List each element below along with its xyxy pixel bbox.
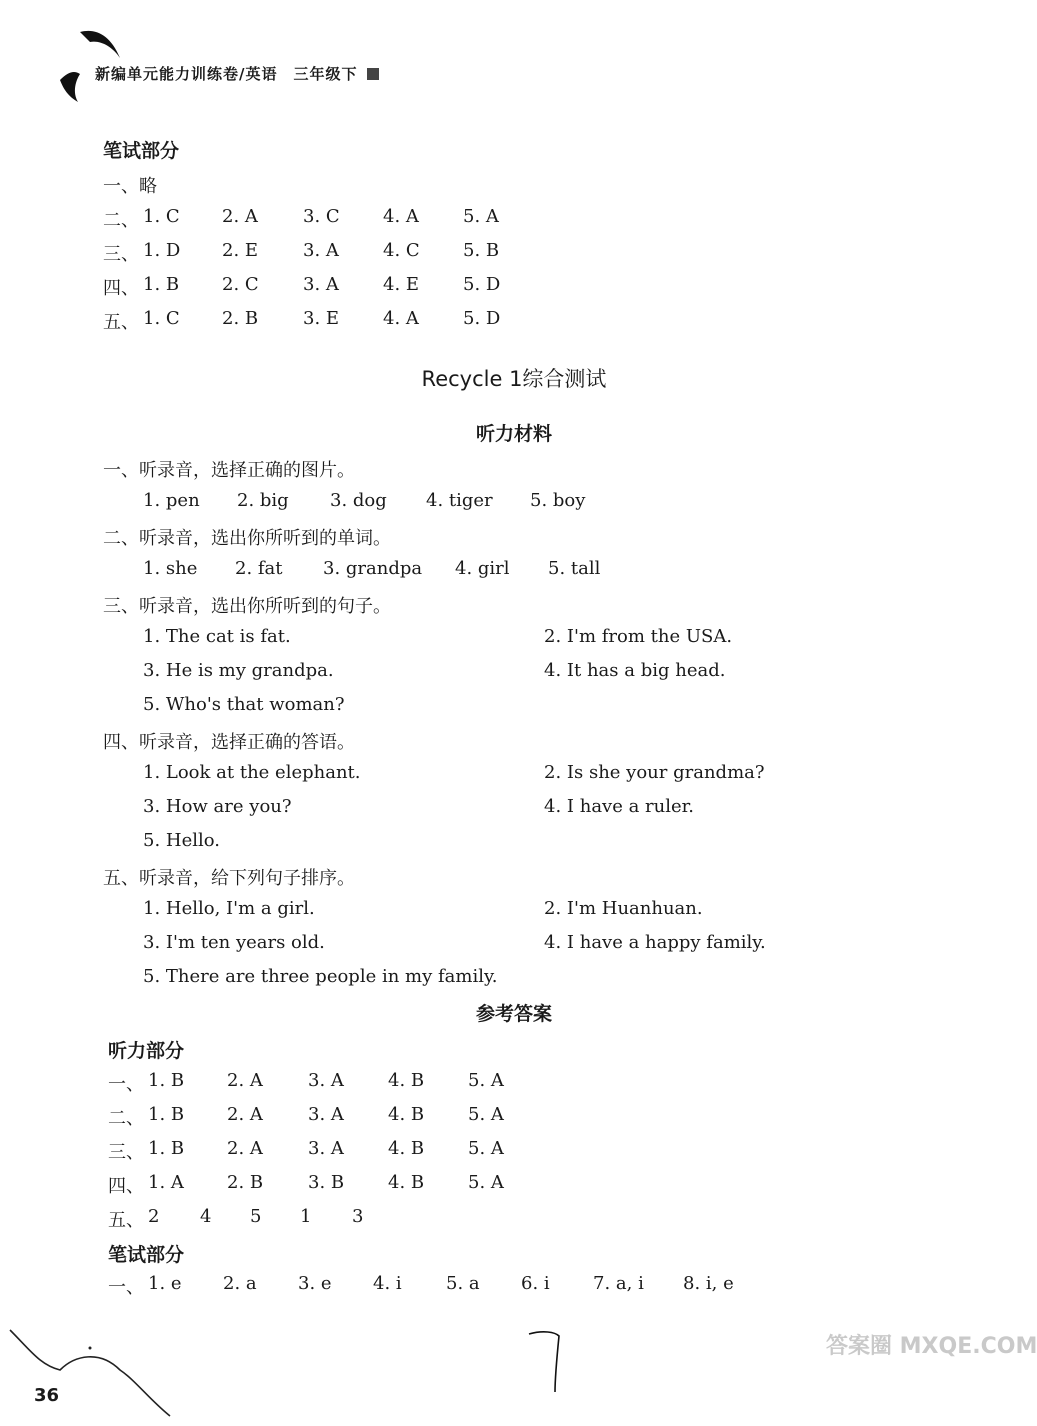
answer-item: 4. E <box>383 274 420 295</box>
answer-item: 4. B <box>388 1138 425 1159</box>
answer-item: 4. B <box>388 1070 425 1091</box>
corner-swirl-icon <box>0 1320 200 1426</box>
header-mark-icon <box>367 68 379 80</box>
answer-item: 3. e <box>298 1273 332 1294</box>
answer-item: 5. D <box>463 308 501 329</box>
answer-item: 5. D <box>463 274 501 295</box>
word-row <box>0 490 1000 514</box>
answer-item: 1. C <box>143 308 180 329</box>
word-row <box>0 558 1000 582</box>
row-label: 二、 <box>108 1108 144 1129</box>
word-item: 4. tiger <box>426 490 493 511</box>
answer-row <box>0 172 1000 196</box>
row-label: 五、 <box>103 312 139 333</box>
word-item: 5. tall <box>548 558 601 579</box>
answer-item: 2. B <box>222 308 259 329</box>
word-item: 1. she <box>143 558 198 579</box>
answer-item: 4. A <box>383 308 419 329</box>
answer-row <box>0 274 1000 298</box>
answer-item: 6. i <box>521 1273 550 1294</box>
answer-item: 5. A <box>463 206 499 227</box>
listening-part-heading: 听力部分 <box>108 1040 185 1062</box>
sentence-item: 4. I have a ruler. <box>544 796 695 817</box>
answer-item: 5. a <box>446 1273 480 1294</box>
answer-item: 1 <box>300 1206 312 1227</box>
sentence-item: 3. How are you? <box>143 796 292 817</box>
sentence-item: 2. Is she your grandma? <box>544 762 765 783</box>
header-title: 新编单元能力训练卷/英语 三年级下 <box>95 63 379 84</box>
answer-item: 3. A <box>303 240 339 261</box>
answer-item: 3. A <box>308 1104 344 1125</box>
word-item: 3. grandpa <box>323 558 423 579</box>
answer-item: 1. e <box>148 1273 182 1294</box>
section-heading: 一、听录音，选择正确的图片。 <box>103 460 355 481</box>
row-label: 一、 <box>108 1277 144 1298</box>
sentence-item: 4. I have a happy family. <box>544 932 766 953</box>
section-heading: 三、听录音，选出你所听到的句子。 <box>103 596 391 617</box>
answer-item: 2. B <box>227 1172 264 1193</box>
answer-item: 8. i, e <box>683 1273 734 1294</box>
row-label: 四、 <box>108 1176 144 1197</box>
answers-title: 参考答案 <box>475 1003 552 1025</box>
answer-item: 3. C <box>303 206 340 227</box>
answer-item: 1. A <box>148 1172 184 1193</box>
word-item: 1. pen <box>143 490 200 511</box>
answer-item: 5. A <box>468 1138 504 1159</box>
answer-row <box>0 1273 1000 1297</box>
answer-item: 5. A <box>468 1104 504 1125</box>
sentence-item: 1. The cat is fat. <box>143 626 291 647</box>
answer-item: 2. A <box>227 1138 263 1159</box>
recycle-title: Recycle 1综合测试 <box>421 367 607 391</box>
answer-row <box>0 206 1000 230</box>
answer-row <box>0 1172 1000 1196</box>
answer-item: 2 <box>148 1206 160 1227</box>
sentence-item: 5. Who's that woman? <box>143 694 345 715</box>
section-heading: 四、听录音，选择正确的答语。 <box>103 732 355 753</box>
sentence-item: 1. Look at the elephant. <box>143 762 361 783</box>
answer-item: 5 <box>250 1206 262 1227</box>
answer-item: 5. B <box>463 240 500 261</box>
answer-item: 1. D <box>143 240 181 261</box>
answer-item: 4. A <box>383 206 419 227</box>
word-item: 3. dog <box>330 490 387 511</box>
answer-row <box>0 1070 1000 1094</box>
sentence-item: 1. Hello, I'm a girl. <box>143 898 315 919</box>
sentence-item: 2. I'm Huanhuan. <box>544 898 703 919</box>
watermark: 答案圈 MXQE.COM <box>826 1334 1037 1359</box>
section-heading: 二、听录音，选出你所听到的单词。 <box>103 528 391 549</box>
answer-row <box>0 308 1000 332</box>
sentence-item: 2. I'm from the USA. <box>544 626 733 647</box>
written-part-heading: 笔试部分 <box>108 1244 185 1266</box>
answer-row <box>0 1138 1000 1162</box>
word-item: 2. big <box>237 490 289 511</box>
answer-row <box>0 240 1000 264</box>
answer-item: 5. A <box>468 1172 504 1193</box>
answer-item: 3. A <box>303 274 339 295</box>
row-label: 三、 <box>103 244 139 265</box>
sentence-item: 3. I'm ten years old. <box>143 932 325 953</box>
word-item: 5. boy <box>530 490 586 511</box>
sentence-item: 5. Hello. <box>143 830 221 851</box>
section-heading: 五、听录音，给下列句子排序。 <box>103 868 355 889</box>
answer-item: 3. A <box>308 1070 344 1091</box>
row-label: 一、 <box>108 1074 144 1095</box>
answer-item: 2. A <box>222 206 258 227</box>
sentence-item: 4. It has a big head. <box>544 660 726 681</box>
row-label: 五、 <box>108 1210 144 1231</box>
sentence-item: 5. There are three people in my family. <box>143 966 498 987</box>
written-top-heading: 笔试部分 <box>103 140 180 162</box>
answer-item: 2. C <box>222 274 259 295</box>
answer-item: 3. E <box>303 308 340 329</box>
pen-mark-icon <box>525 1328 565 1398</box>
answer-item: 4. B <box>388 1104 425 1125</box>
answer-item: 1. C <box>143 206 180 227</box>
sentence-item: 3. He is my grandpa. <box>143 660 334 681</box>
answer-item: 1. B <box>148 1104 185 1125</box>
answer-item: 2. A <box>227 1070 263 1091</box>
page-number: 36 <box>34 1385 60 1406</box>
row-label: 一、略 <box>103 176 157 197</box>
answer-item: 2. A <box>227 1104 263 1125</box>
answer-item: 4. i <box>373 1273 402 1294</box>
answer-item: 2. E <box>222 240 259 261</box>
answer-item: 2. a <box>223 1273 257 1294</box>
row-label: 二、 <box>103 210 139 231</box>
answer-row <box>0 1104 1000 1128</box>
answer-item: 1. B <box>143 274 180 295</box>
word-item: 4. girl <box>455 558 510 579</box>
word-item: 2. fat <box>235 558 283 579</box>
answer-row <box>0 1206 1000 1230</box>
answer-item: 4. B <box>388 1172 425 1193</box>
answer-item: 4 <box>200 1206 212 1227</box>
answer-item: 5. A <box>468 1070 504 1091</box>
answer-item: 3 <box>352 1206 364 1227</box>
row-label: 四、 <box>103 278 139 299</box>
answer-item: 4. C <box>383 240 420 261</box>
answer-item: 3. B <box>308 1172 345 1193</box>
listening-material-title: 听力材料 <box>475 423 552 445</box>
row-label: 三、 <box>108 1142 144 1163</box>
answer-item: 3. A <box>308 1138 344 1159</box>
answer-item: 1. B <box>148 1138 185 1159</box>
answer-item: 7. a, i <box>593 1273 644 1294</box>
answer-item: 1. B <box>148 1070 185 1091</box>
